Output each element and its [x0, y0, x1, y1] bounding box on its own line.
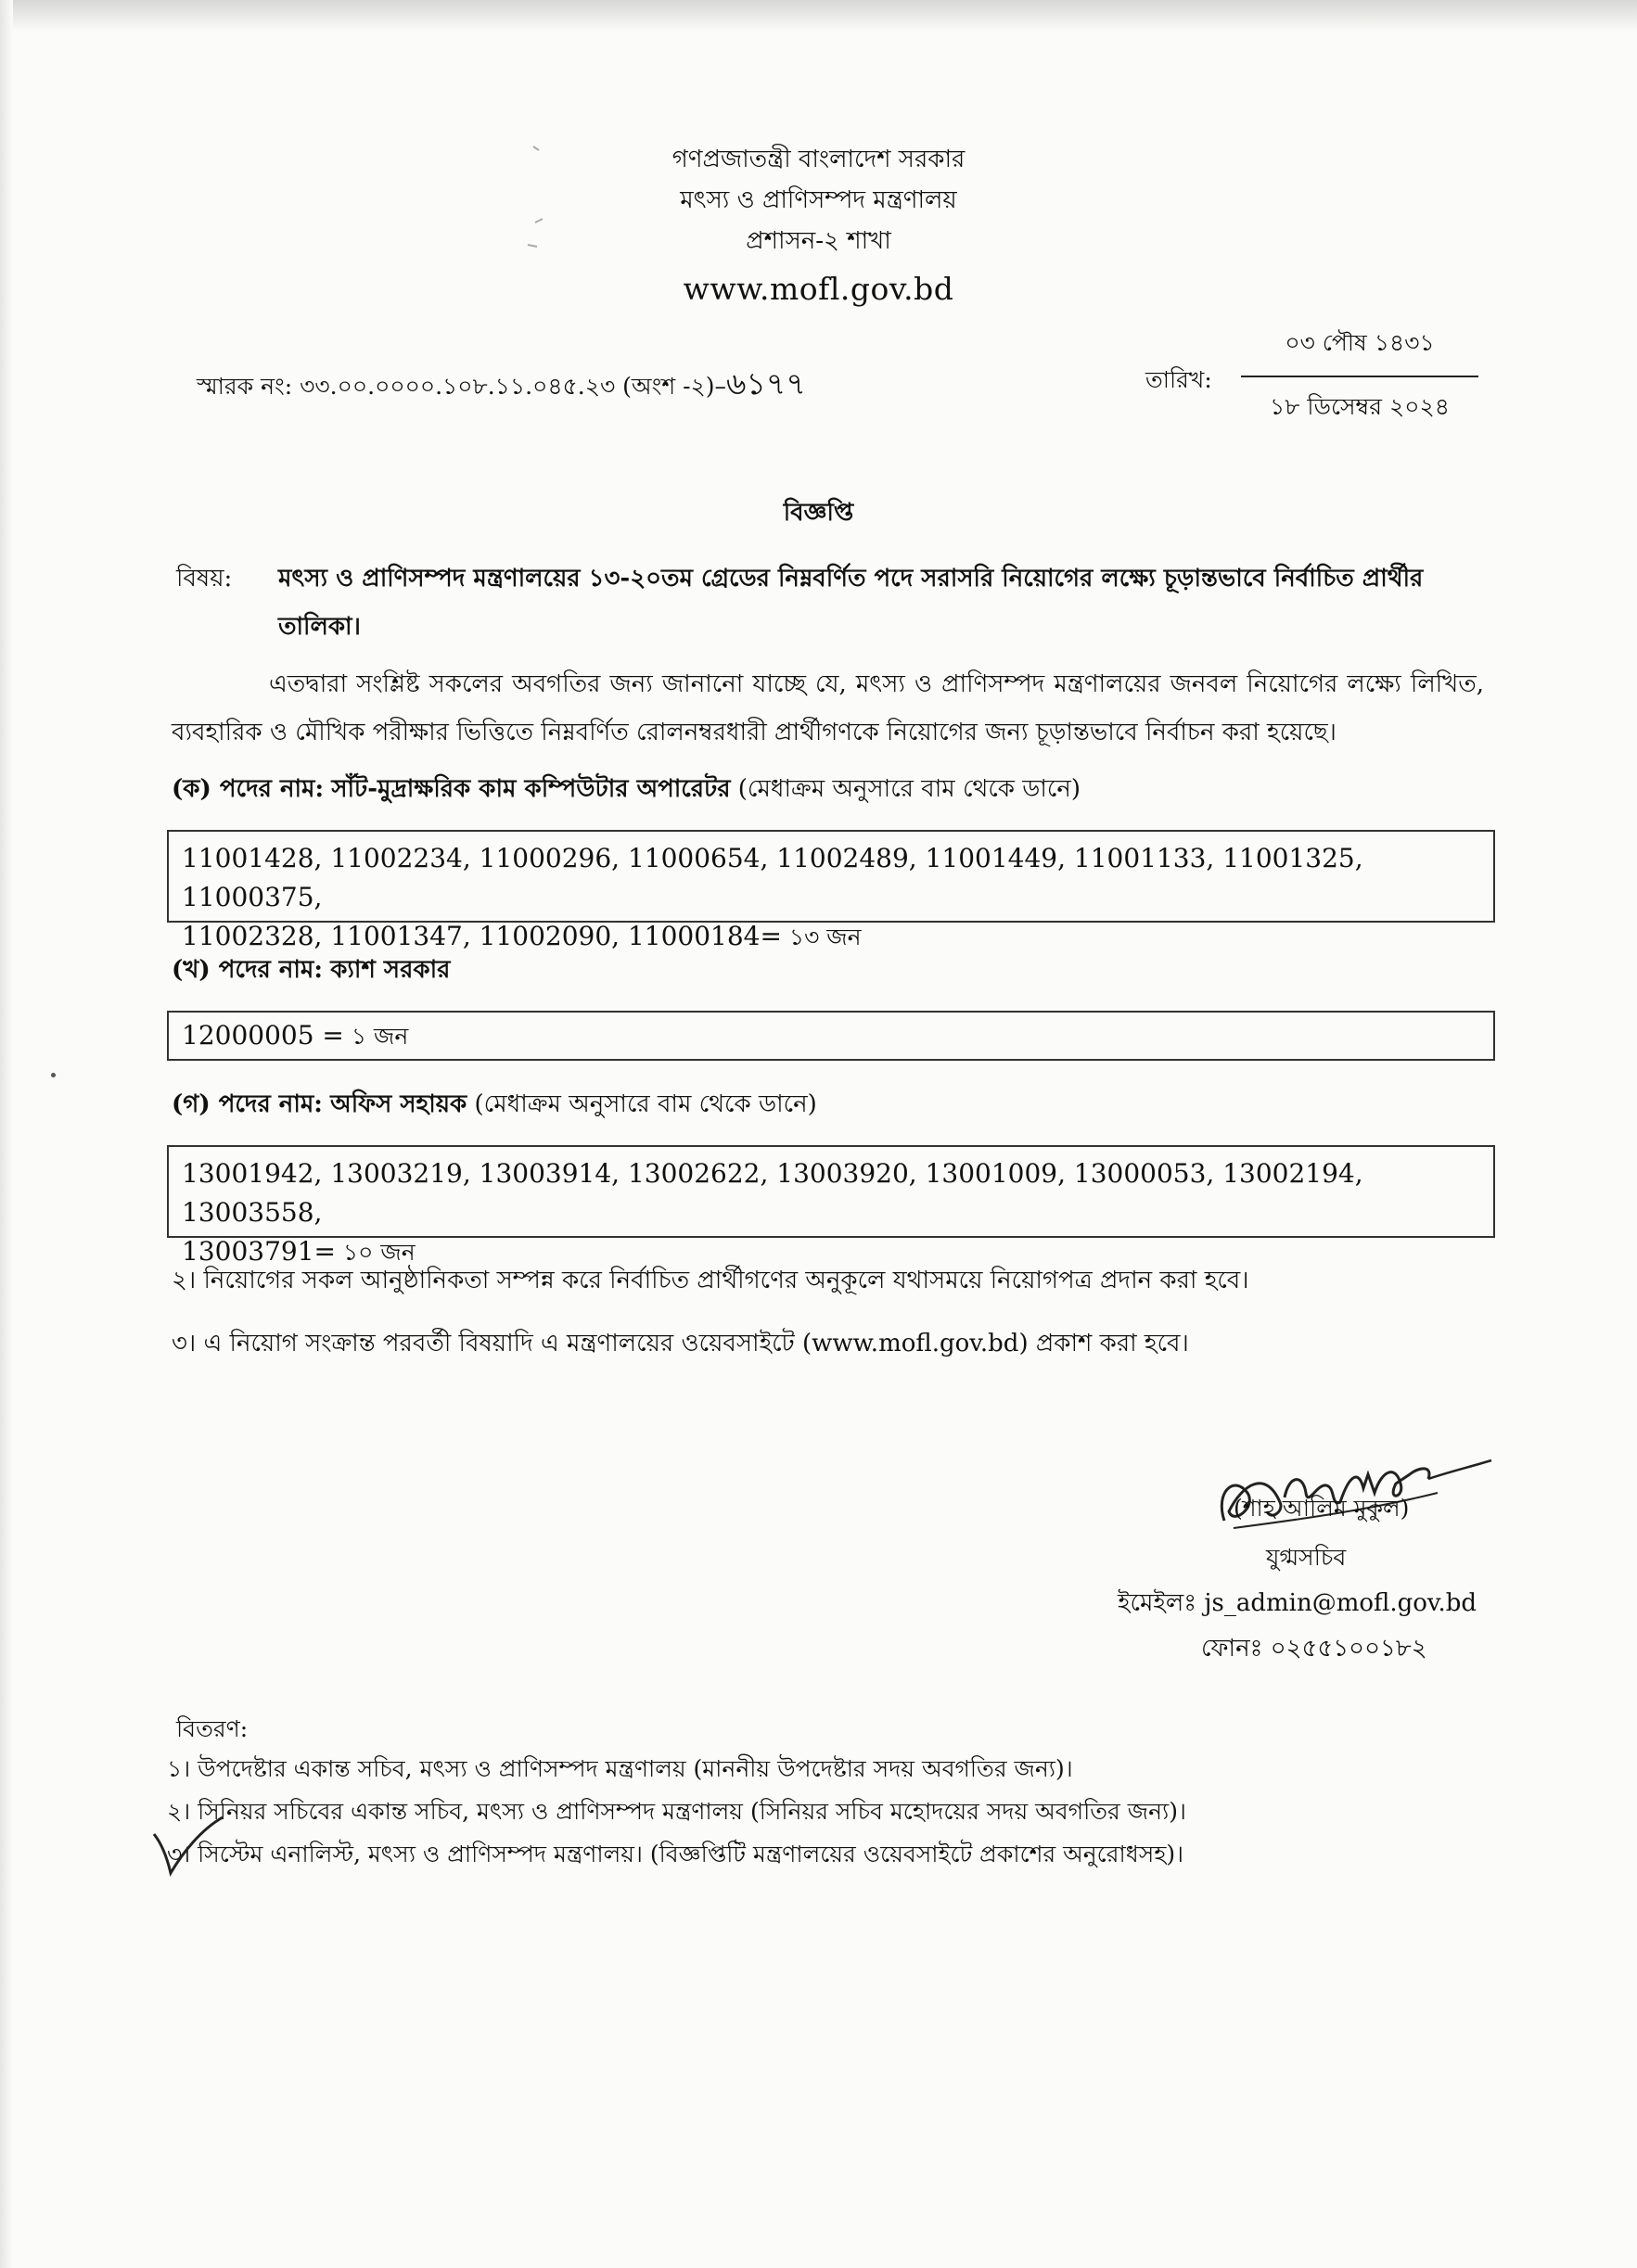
post-heading-ka — [172, 770, 1081, 810]
ministry-name: মৎস্য ও প্রাণিসম্পদ মন্ত্রণালয় — [680, 186, 957, 214]
post-note: (মেধাক্রম অনুসারে বাম থেকে ডানে) — [474, 1090, 817, 1118]
distribution-item-3: ৩। সিস্টেম এনালিস্ট, মৎস্য ও প্রাণিসম্পদ মন্ত্রণালয়। (বিজ্ঞপ্তিটি মন্ত্রণালয়ের ওয়েবসাইটে প্রকাশের অনুরোধসহ)। — [167, 1841, 1184, 1867]
signatory-designation: যুগ্মসচিব — [1266, 1544, 1347, 1571]
govt-name: গণপ্রজাতন্ত্রী বাংলাদেশ সরকার — [671, 146, 966, 173]
roll-list-line1: 12000005 = — [182, 1020, 344, 1051]
post-label: (খ) পদের নাম: — [172, 956, 323, 984]
roll-count: ১৩ জন — [781, 924, 862, 950]
roll-list-line2-numbers: 13003791= — [182, 1236, 336, 1267]
clause-3: ৩। এ নিয়োগ সংক্রান্ত পরবর্তী বিষয়াদি এ মন্ত্রণালয়ের ওয়েবসাইটে (www.mofl.gov.bd) প্রকাশ করা হবে। — [172, 1330, 1189, 1357]
post-name: অফিস সহায়ক — [330, 1090, 467, 1118]
roll-box-ka — [167, 830, 1495, 951]
date-english: ১৮ ডিসেম্বর ২০২৪ — [1270, 393, 1450, 420]
website-url: www.mofl.gov.bd — [683, 271, 954, 307]
post-heading-ga — [172, 1085, 817, 1126]
scan-speck — [51, 1073, 56, 1077]
handwritten-tick-mark — [150, 1816, 224, 1880]
roll-box-kha — [167, 1011, 1495, 1061]
post-heading-kha — [172, 950, 450, 991]
post-name: সাঁট-মুদ্রাক্ষরিক কাম কম্পিউটার অপারেটর — [331, 775, 731, 803]
roll-list-line2-numbers: 11002328, 11001347, 11002090, 11000184= — [182, 921, 782, 951]
date-label: তারিখ: — [1145, 366, 1212, 393]
signatory-email: ইমেইলঃ js_admin@mofl.gov.bd — [1118, 1589, 1477, 1617]
notice-title: বিজ্ঞপ্তি — [783, 499, 854, 527]
distribution-item-1: ১। উপদেষ্টার একান্ত সচিব, মৎস্য ও প্রাণিসম্পদ মন্ত্রণালয় (মাননীয় উপদেষ্টার সদয় অবগতির জন্য)। — [167, 1755, 1073, 1782]
section-name: প্রশাসন-২ শাখা — [746, 227, 891, 255]
post-note: (মেধাক্রম অনুসারে বাম থেকে ডানে) — [737, 775, 1081, 803]
roll-list-line1: 13001942, 13003219, 13003914, 13002622, 13003920, 13001009, 13000053, 13002194, 13003558, — [182, 1158, 1363, 1228]
distribution-item-2: ২। সিনিয়র সচিবের একান্ত সচিব, মৎস্য ও প্রাণিসম্পদ মন্ত্রণালয় (সিনিয়র সচিব মহোদয়ের সদয় অবগতির জন্য)। — [167, 1798, 1186, 1825]
roll-count: ১ জন — [343, 1023, 409, 1050]
signatory-phone: ফোনঃ ০২৫৫১০০১৮২ — [1201, 1635, 1427, 1663]
signatory-name: (শাহ আলিম মুকুল) — [1234, 1495, 1410, 1522]
post-name: ক্যাশ সরকার — [330, 956, 451, 984]
subject-label: বিষয়: — [176, 565, 233, 592]
roll-box-ga — [167, 1145, 1495, 1267]
post-label: (ক) পদের নাম: — [172, 775, 325, 803]
date-block — [1241, 325, 1478, 428]
distribution-heading: বিতরণ: — [176, 1715, 249, 1742]
clause-2: ২। নিয়োগের সকল আনুষ্ঠানিকতা সম্পন্ন করে নির্বাচিত প্রার্থীগণের অনুকূলে যথাসময়ে নিয়োগপত্র প্রদান করা হবে। — [172, 1267, 1249, 1294]
date-bangla: ০৩ পৌষ ১৪৩১ — [1241, 325, 1478, 377]
memo-number-text: স্মারক নং: ৩৩.০০.০০০০.১০৮.১১.০৪৫.২৩ (অংশ -২)– — [197, 373, 727, 400]
subject-text: মৎস্য ও প্রাণিসম্পদ মন্ত্রণালয়ের ১৩-২০তম গ্রেডের নিম্নবর্ণিত পদে সরাসরি নিয়োগের লক্ষ্যে চূড়ান্তভাবে নির্বাচিত প্রার্থীর তালিকা। — [278, 565, 1424, 641]
roll-list-line1: 11001428, 11002234, 11000296, 11000654, 11002489, 11001449, 11001133, 11001325, 11000375, — [182, 843, 1363, 912]
scan-shadow — [0, 0, 1637, 32]
memo-number — [197, 360, 806, 412]
scan-edge-shadow — [0, 0, 13, 2268]
memo-dispatch-number: ৬১৭৭ — [726, 365, 806, 401]
post-label: (গ) পদের নাম: — [172, 1090, 323, 1118]
roll-count: ১০ জন — [335, 1239, 416, 1266]
letterhead — [0, 139, 1637, 313]
intro-paragraph: এতদ্বারা সংশ্লিষ্ট সকলের অবগতির জন্য জানানো যাচ্ছে যে, মৎস্য ও প্রাণিসম্পদ মন্ত্রণালয়ের জনবল নিয়োগের লক্ষ্যে লিখিত, ব্যবহারিক ও মৌখিক পরীক্ষার ভিত্তিতে নিম্নবর্ণিত রোলনম্বরধারী প্রার্থীগণকে নিয়োগের জন্য চূড়ান্তভাবে নির্বাচন করা হয়েছে। — [172, 670, 1484, 746]
subject — [176, 554, 1493, 651]
